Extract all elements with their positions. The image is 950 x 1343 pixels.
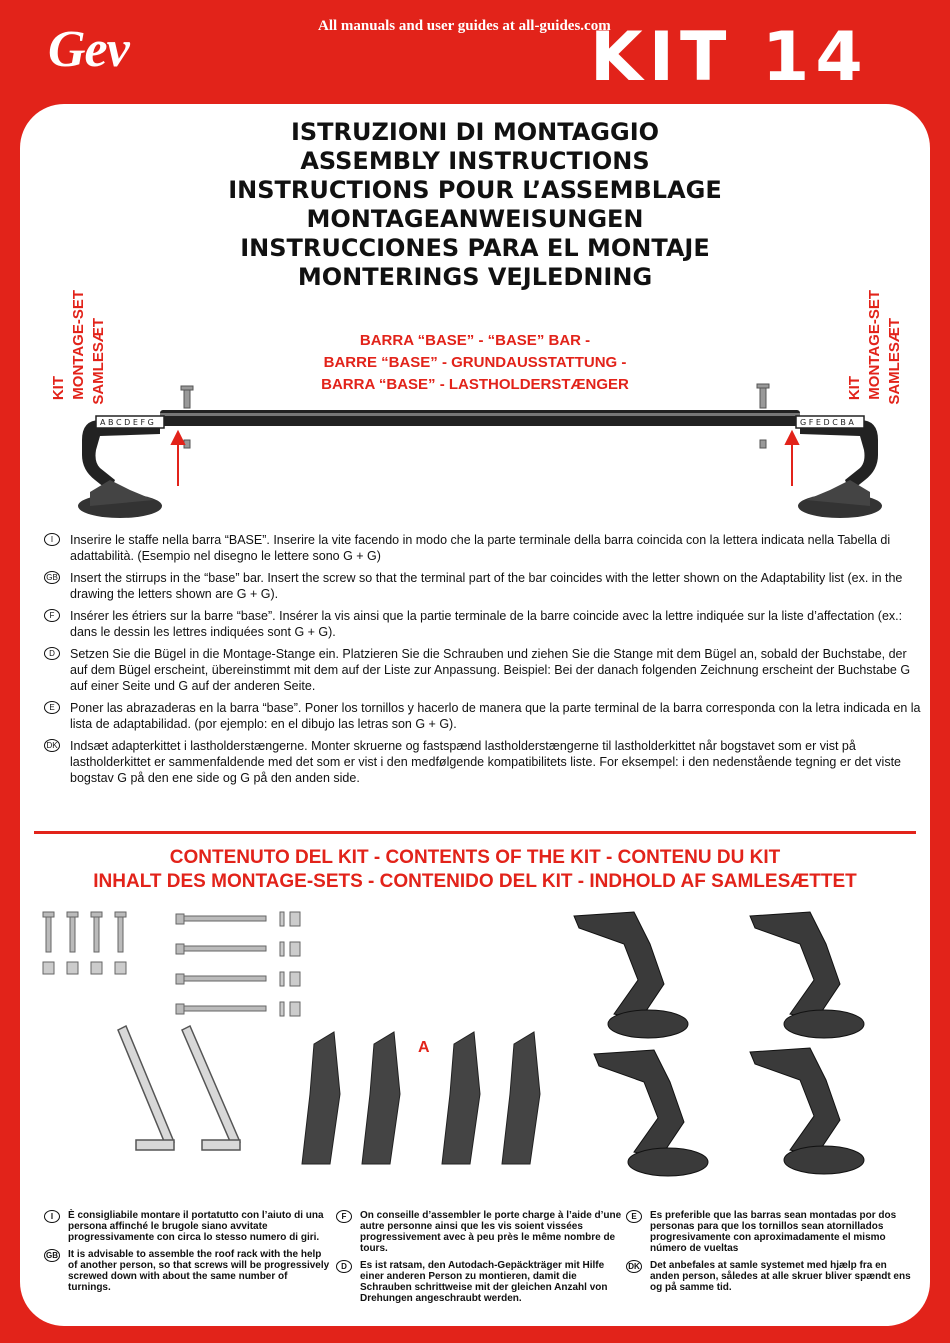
left-bracket-icon [82,420,160,492]
kit-parts-illustration [34,904,914,1194]
side-label-montageset-left: MONTAGE-SET [70,290,87,400]
instruction-titles [20,118,930,292]
title-es: INSTRUCCIONES PARA EL MONTAJE [240,234,710,262]
kit-title: KIT 14 [590,18,869,97]
right-bracket-icon [800,420,878,492]
divider [34,831,916,834]
lang-badge: I [44,1210,60,1223]
instruction-de: D Setzen Sie die Bügel in die Montage-Stange ein. Platzieren Sie die Schrauben und ziehen Sie die Stange mit dem Bügel an, sobald der Buchstabe, der auf dem Bügel erscheint, übereinstimmt mit dem auf der Liste zur Anpassung. Beispiel: Bei der danach folgenden Zeichnung erscheint der Buchstabe G auf einer Seite und G auf der anderen Seite. [34,646,924,694]
scale-letters-right: G F E D C B A [800,418,854,427]
long-bolt-icon [176,914,266,1014]
instruction-es: E Poner las abrazaderas en la barra “base”. Poner los tornillos y hacerlo de manera que la parte terminal de la barra corresponda con la letra indicada en la lista de adaptabilidad. (por ejemplo: en el dibujo las letras son G + G). [34,700,924,732]
notes-middle [332,1210,622,1310]
notes-right [622,1210,912,1299]
instruction-list [34,532,924,786]
note-es: E Es preferible que las barras sean montadas por dos personas para que los tornillos sean atornillados progresivamente con aproximadamente el mismo número de vueltas [622,1210,912,1254]
short-screw-icon [43,912,126,952]
base-bar-icon [160,410,800,426]
allen-key-icon [118,1026,240,1150]
side-label-samlesaet-right: SAMLESÆT [886,318,903,405]
lang-badge: F [336,1210,352,1223]
gev-logo: Gev [48,21,129,78]
contents-title: CONTENUTO DEL KIT - CONTENTS OF THE KIT - CONTENU DU KIT INHALT DES MONTAGE-SETS - CONTENIDO DEL KIT - INDHOLD AF SAMLESÆTTET [93,847,857,892]
title-fr: INSTRUCTIONS POUR L’ASSEMBLAGE [228,176,722,204]
instruction-fr: F Insérer les étriers sur la barre “base”. Insérer la vis ainsi que la partie terminale de la barre coincide avec la lettre indiquée sur la liste d’affectation (ex.: dans le dessin les lettres indiquées sont G + G). [34,608,924,640]
spacer-icon [280,912,300,1016]
note-de: D Es ist ratsam, den Autodach-Gepäckträger mit Hilfe einer anderen Person zu montieren, damit die Schrauben schrittweise mit der gleichen Anzahl von Drehungen angeschraubt werden. [332,1260,622,1304]
title-dk: MONTERINGS VEJLEDNING [297,263,653,291]
bar-caption: BARRA “BASE” - “BASE” BAR - BARRE “BASE” - GRUNDAUSSTATTUNG - BARRA “BASE” - LASTHOLDERSTÆNGER [321,332,629,393]
notes-left [40,1210,330,1299]
content-panel [20,104,930,1326]
lang-badge: I [44,533,60,546]
note-it: I È consigliabile montare il portatutto con l’aiuto di una persona affinché le brugole siano avvitate progressivamente con circa lo stesso numero di giri. [40,1210,330,1243]
side-label-kit-right: KIT [846,376,863,401]
lang-badge: DK [626,1260,642,1273]
lang-badge: GB [46,1251,58,1260]
instruction-gb: GB Insert the stirrups in the “base” bar. Insert the screw so that the terminal part of the bar coincides with the letter shown on the Adaptability list (ex. in the drawing the letters shown are G + G). [34,570,924,602]
base-bar-diagram [60,380,890,530]
scale-letters-left: A B C D E F G [100,418,154,427]
side-label-samlesaet-left: SAMLESÆT [90,318,107,405]
title-it: ISTRUZIONI DI MONTAGGIO [290,118,660,146]
note-dk: DK Det anbefales at samle systemet med hjælp fra en anden person, således at alle skruer bliver spændt ens og på samme tid. [622,1260,912,1293]
arrow-icon [172,432,798,486]
lang-badge: DK [44,739,60,752]
title-de: MONTAGEANWEISUNGEN [306,205,644,233]
note-fr: F On conseille d’assembler le porte charge à l’aide d’une autre personne ainsi que les vis soient vissées progressivement avec à peu près le même nombre de tours. [332,1210,622,1254]
part-label-a: A [418,1039,430,1056]
lang-badge: GB [44,571,60,584]
lang-badge: E [626,1210,642,1223]
lang-badge: E [44,701,60,714]
side-label-kit-left: KIT [50,376,67,401]
title-en: ASSEMBLY INSTRUCTIONS [300,147,650,175]
instruction-it: I Inserire le staffe nella barra “BASE”. Inserire la vite facendo in modo che la parte terminale della barra coincida con la lettera indicata nella Tabella di adattabilità. (Esempio nel disegno le lettere sono G + G) [34,532,924,564]
lang-badge: F [44,609,60,622]
nut-icon [43,962,126,974]
lang-badge: D [336,1260,352,1273]
note-gb: GB It is advisable to assemble the roof rack with the help of another person, so that screws will be progressively screwed down with about the same number of turnings. [46,1249,330,1293]
roof-foot-icon [574,912,864,1176]
lang-badge: D [44,647,60,660]
side-label-montageset-right: MONTAGE-SET [866,290,883,400]
watermark-text: All manuals and user guides at all-guides.com [318,18,611,34]
instruction-dk: DK Indsæt adapterkittet i lastholderstængerne. Monter skruerne og fastspænd lastholderstængerne til lastholderkittet når bogstavet som er vist på lastholderkittet er sammenfaldende med det som er vist i den medfølgende kompatibilitets liste. For eksempel: i den nedenstående tegning er det viste bogstav G på den ene side og G på den anden side. [34,738,924,786]
